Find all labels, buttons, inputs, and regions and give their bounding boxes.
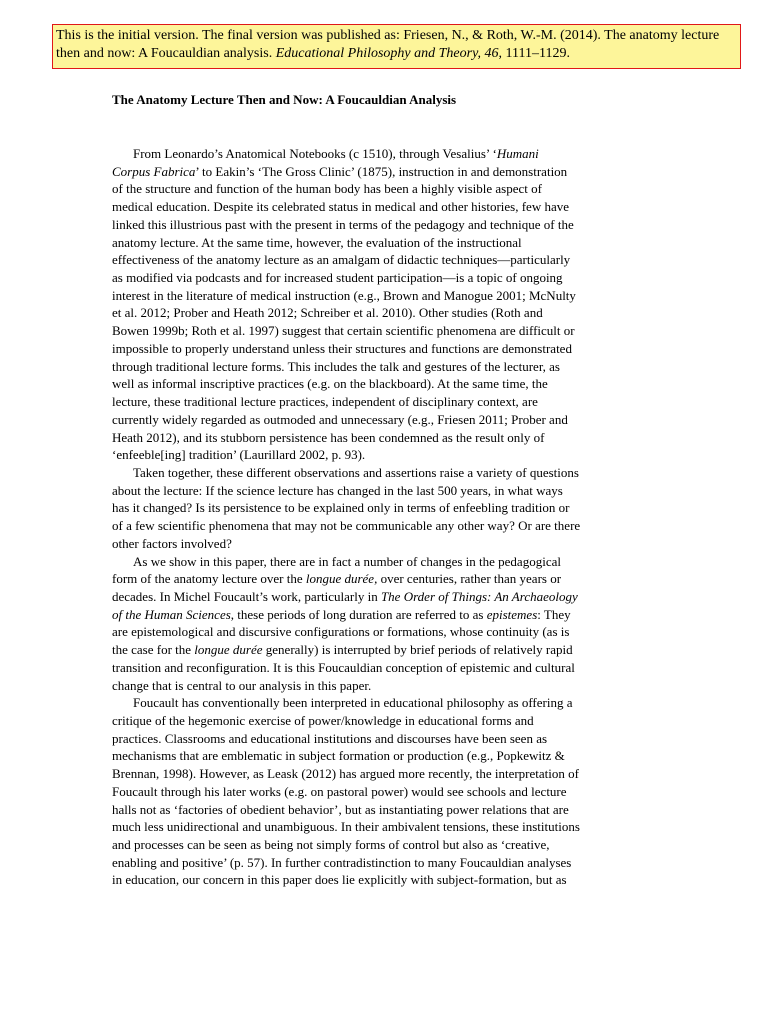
body-line: [112, 464, 632, 482]
text-span: interest in the literature of medical instruction (e.g., Brown and Manogue 2001; McNulty: [112, 287, 576, 303]
text-span: , these periods of long duration are referred to as: [230, 606, 487, 622]
italic-text: Corpus Fabrica: [112, 163, 196, 179]
text-span: of a few scientific phenomena that may not be communicable any other way? Or are there: [112, 518, 581, 534]
body-line: [112, 499, 632, 517]
text-span: as modified via podcasts and for increased student participation—is a topic of ongoing: [112, 270, 563, 286]
body-text: [112, 145, 632, 889]
text-span: transition and reconfiguration. It is this Foucauldian conception of epistemic and cultural: [112, 659, 575, 675]
notice-pages: , 1111–1129.: [498, 46, 570, 61]
text-span: change that is central to our analysis in this paper.: [112, 677, 372, 693]
publication-notice: [52, 24, 741, 69]
text-span: enabling and positive’ (p. 57). In further contradistinction to many Foucauldian analyses: [112, 854, 572, 870]
body-line: [112, 234, 632, 252]
body-line: [112, 836, 632, 854]
text-span: through traditional lecture forms. This includes the talk and gestures of the lecturer, as: [112, 358, 560, 374]
text-span: As we show in this paper, there are in fact a number of changes in the pedagogical: [133, 553, 561, 569]
body-line: [112, 783, 632, 801]
body-line: [112, 765, 632, 783]
body-line: [112, 269, 632, 287]
text-span: ’ to Eakin’s ‘The Gross Clinic’ (1875), instruction in and demonstration: [195, 163, 568, 179]
body-line: [112, 553, 632, 571]
body-line: [112, 198, 632, 216]
text-span: Foucault through his later works (e.g. on pastoral power) would see schools and lecture: [112, 783, 567, 799]
body-line: [112, 623, 632, 641]
text-span: Foucault has conventionally been interpreted in educational philosophy as offering a: [133, 695, 573, 711]
notice-journal: Educational Philosophy and Theory, 46: [275, 46, 499, 61]
body-line: [112, 535, 632, 553]
text-span: Taken together, these different observations and assertions raise a variety of questions: [133, 464, 579, 480]
body-line: [112, 730, 632, 748]
body-line: [112, 694, 632, 712]
text-span: about the lecture: If the science lecture has changed in the last 500 years, in what ways: [112, 482, 563, 498]
text-span: are epistemological and discursive configurations or formations, whose continuity (as is: [112, 624, 570, 640]
italic-text: Humani: [496, 146, 539, 161]
text-span: other factors involved?: [112, 535, 232, 551]
italic-text: longue durée,: [305, 571, 378, 587]
text-span: has it changed? Is its persistence to be explained only in terms of enfeebling tradition or: [112, 500, 570, 516]
text-span: linked this illustrious past with the present in terms of the pedagogy and technique of the: [112, 216, 574, 232]
body-line: [112, 251, 632, 269]
body-line: [112, 606, 632, 624]
body-line: [112, 304, 632, 322]
text-span: effectiveness of the anatomy lecture as an amalgam of didactic techniques—particularly: [112, 252, 571, 268]
text-span: anatomy lecture. At the same time, however, the evaluation of the instructional: [112, 234, 522, 250]
body-line: [112, 340, 632, 358]
text-span: : They: [537, 606, 571, 622]
text-span: over centuries, rather than years or: [377, 571, 562, 587]
body-line: [112, 393, 632, 411]
body-line: [112, 180, 632, 198]
body-line: [112, 358, 632, 376]
text-span: mechanisms that are emblematic in subject formation or production (e.g., Popkewitz &: [112, 748, 565, 764]
body-line: [112, 322, 632, 340]
notice-text-part2: lecture then and now: A Foucauldian analysis.: [56, 28, 720, 61]
body-line: [112, 287, 632, 305]
italic-text: epistemes: [486, 606, 538, 622]
paper-title: The Anatomy Lecture Then and Now: A Foucauldian Analysis: [112, 92, 457, 107]
body-line: [112, 429, 632, 447]
text-span: and processes can be seen as being not simply forms of control but also as ‘creative,: [112, 837, 550, 853]
text-span: decades. In Michel Foucault’s work, particularly in: [112, 588, 381, 604]
text-span: Brennan, 1998). However, as Leask (2012) has argued more recently, the interpretation of: [112, 766, 579, 782]
text-span: et al. 2012; Prober and Heath 2012; Schreiber et al. 2010). Other studies (Roth and: [112, 305, 543, 321]
body-line: [112, 216, 632, 234]
text-span: halls not as ‘factories of obedient behavior’, but as instantiating power relations that are: [112, 801, 569, 817]
text-span: the case for the: [112, 642, 195, 658]
body-line: [112, 446, 632, 464]
text-span: medical education. Despite its celebrated status in medical and other histories, few have: [112, 199, 570, 215]
body-line: [112, 854, 632, 872]
body-line: [112, 588, 632, 606]
body-line: [112, 163, 632, 181]
body-line: [112, 659, 632, 677]
body-line: [112, 871, 632, 889]
text-span: Heath 2012), and its stubborn persistence has been condemned as the result only of: [112, 429, 545, 445]
body-line: [112, 801, 632, 819]
body-line: [112, 747, 632, 765]
body-line: [112, 517, 632, 535]
body-line: [112, 570, 632, 588]
body-line: [112, 677, 632, 695]
body-line: [112, 482, 632, 500]
text-span: impossible to properly understand unless their structures and functions are demonstrated: [112, 340, 572, 356]
body-line: [112, 712, 632, 730]
italic-text: of the Human Sciences: [112, 606, 231, 622]
text-span: ‘enfeeble[ing] tradition’ (Laurillard 2002, p. 93).: [112, 447, 366, 463]
body-line: [112, 818, 632, 836]
text-span: in education, our concern in this paper does lie explicitly with subject-formation, but as: [112, 872, 567, 888]
body-line: [112, 641, 632, 659]
text-span: generally) is interrupted by brief periods of relatively rapid: [262, 642, 573, 658]
text-span: currently widely regarded as outmoded and unnecessary (e.g., Friesen 2011; Prober and: [112, 411, 568, 427]
text-span: practices. Classrooms and educational institutions and discourses have been seen as: [112, 730, 548, 746]
body-line: [112, 375, 632, 393]
text-span: Bowen 1999b; Roth et al. 1997) suggest that certain scientific phenomena are difficult or: [112, 323, 575, 339]
body-line: [112, 411, 632, 429]
text-span: much less unidirectional and unambiguous. In their ambivalent tensions, these institutions: [112, 819, 580, 835]
body-line: [112, 145, 632, 163]
text-span: well as informal inscriptive practices (e.g. on the blackboard). At the same time, the: [112, 376, 548, 392]
text-span: critique of the hegemonic exercise of power/knowledge in educational forms and: [112, 713, 534, 728]
text-span: From Leonardo’s Anatomical Notebooks (c 1510), through Vesalius’ ‘: [133, 146, 497, 161]
italic-text: The Order of Things: An Archaeology: [380, 588, 578, 604]
italic-text: longue durée: [194, 642, 263, 658]
text-span: of the structure and function of the human body has been a highly visible aspect of: [112, 181, 542, 197]
notice-text-part1: This is the initial version. The final version was published as: Friesen, N., & Roth, W.-M. (2014). The anatomy: [56, 28, 678, 43]
text-span: form of the anatomy lecture over the: [112, 571, 306, 587]
text-span: lecture, these traditional lecture practices, independent of disciplinary context, are: [112, 394, 538, 410]
